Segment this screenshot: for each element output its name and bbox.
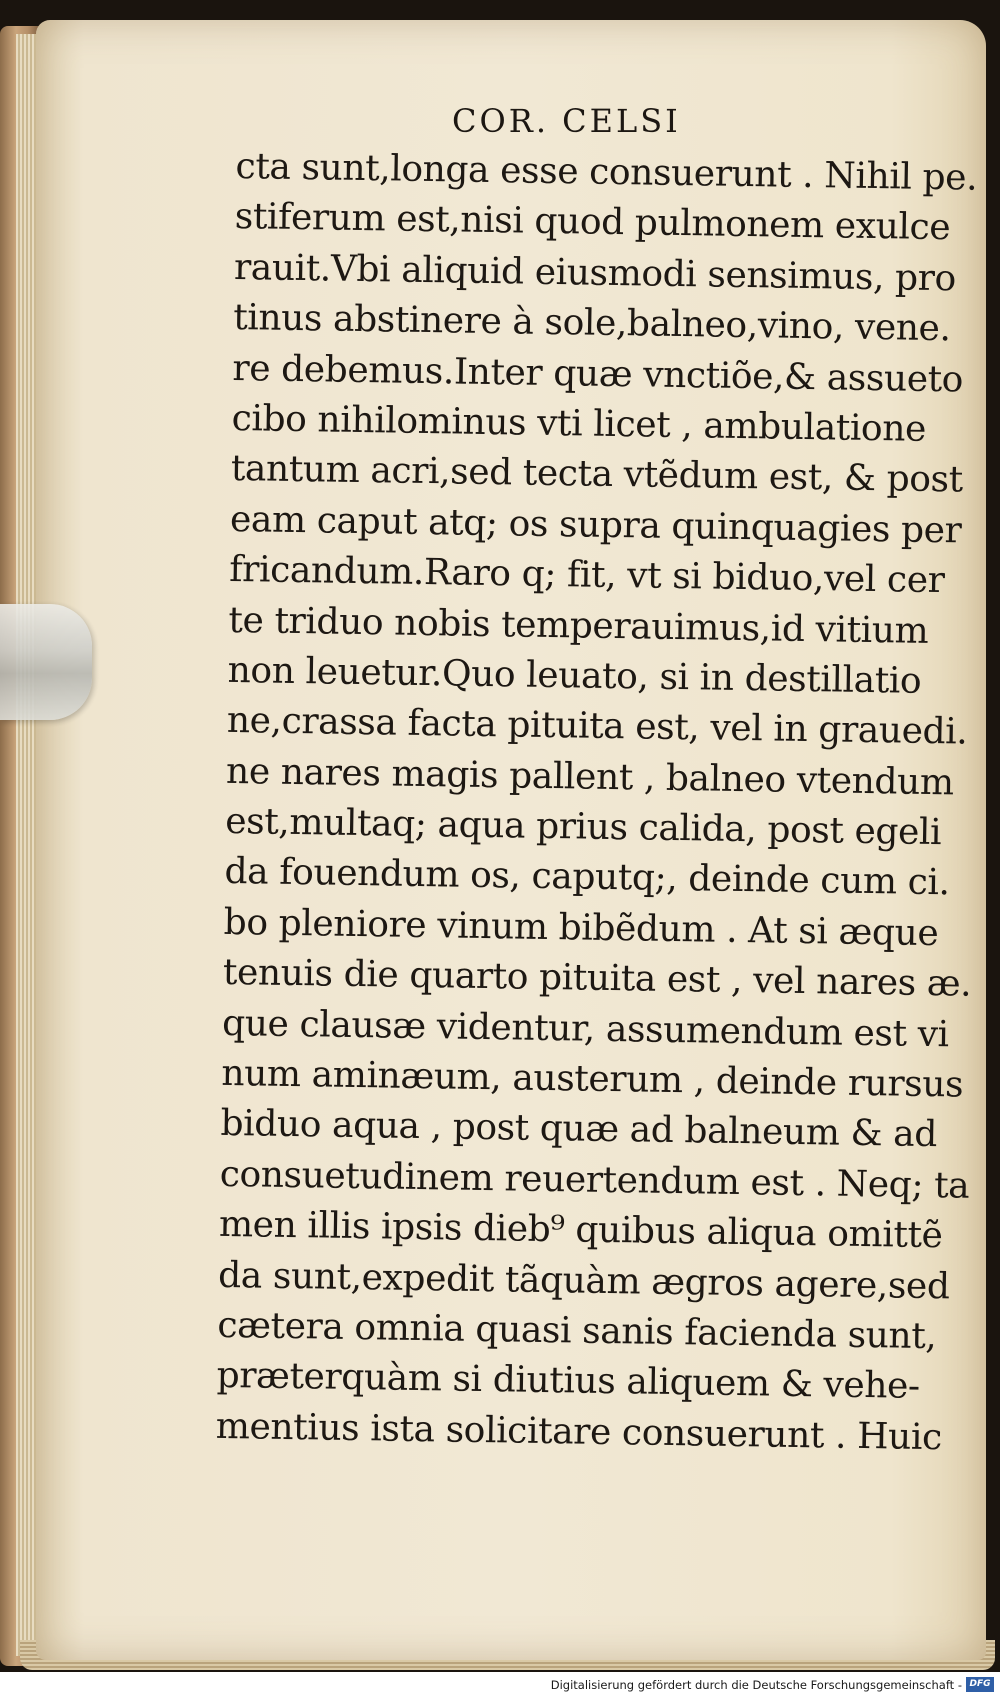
text-line: non leuetur.Quo leuato, si in destillatio xyxy=(227,649,922,702)
text-line: cætera omnia quasi sanis facienda sunt, xyxy=(217,1304,937,1358)
text-line: ne,crassa facta pituita est, vel in grauedi. xyxy=(226,700,968,753)
text-line: num aminæum, austerum , deinde rursus xyxy=(221,1052,964,1106)
footer-bar xyxy=(0,1672,1000,1699)
text-line: cibo nihilominus vti licet , ambulatione xyxy=(231,397,927,450)
dfg-logo-icon: DFG xyxy=(966,1677,994,1692)
text-line: da sunt,expedit tãquàm ægros agere,sed xyxy=(217,1254,950,1307)
text-block xyxy=(215,142,978,1463)
text-line: stiferum est,nisi quod pulmonem exulce xyxy=(234,196,951,249)
text-line: men illis ipsis dieb⁹ quibus aliqua omittẽ xyxy=(218,1204,943,1257)
text-line: consuetudinem reuertendum est . Neq; ta xyxy=(219,1153,970,1207)
text-line: mentius ista solicitare consuerunt . Huic xyxy=(215,1405,943,1459)
text-line: re debemus.Inter quæ vnctiõe,& assueto xyxy=(232,347,964,401)
text-line: fricandum.Raro q; fit, vt si biduo,vel cer xyxy=(228,549,945,602)
text-line: eam caput atq; os supra quinquagies per xyxy=(229,498,962,552)
text-line: te triduo nobis temperauimus,id vitium xyxy=(228,599,929,652)
text-line: est,multaq; aqua prius calida, post egeli xyxy=(225,800,942,854)
text-line: da fouendum os, caputq;, deinde cum ci. xyxy=(224,851,950,904)
text-line: tenuis die quarto pituita est , vel nares æ. xyxy=(222,952,972,1005)
running-head: COR. CELSI xyxy=(452,102,681,140)
text-line: biduo aqua , post quæ ad balneum & ad xyxy=(220,1103,938,1156)
text-line: tantum acri,sed tecta vtẽdum est, & post xyxy=(230,448,964,501)
text-line: ne nares magis pallent , balneo vtendum xyxy=(225,750,954,804)
text-line: tinus abstinere à sole,balneo,vino, vene. xyxy=(232,297,951,350)
page-clip xyxy=(0,604,92,720)
text-line: que clausæ videntur, assumendum est vi xyxy=(221,1002,950,1055)
text-line: cta sunt,longa esse consuerunt . Nihil pe. xyxy=(235,145,978,199)
funding-credit: Digitalisierung gefördert durch die Deutsche Forschungsgemeinschaft - xyxy=(550,1678,962,1692)
text-line: bo pleniore vinum bibẽdum . At si æque xyxy=(223,901,939,954)
text-line: rauit.Vbi aliquid eiusmodi sensimus, pro xyxy=(233,246,957,300)
text-line: præterquàm si diutius aliquem & vehe- xyxy=(216,1355,921,1408)
